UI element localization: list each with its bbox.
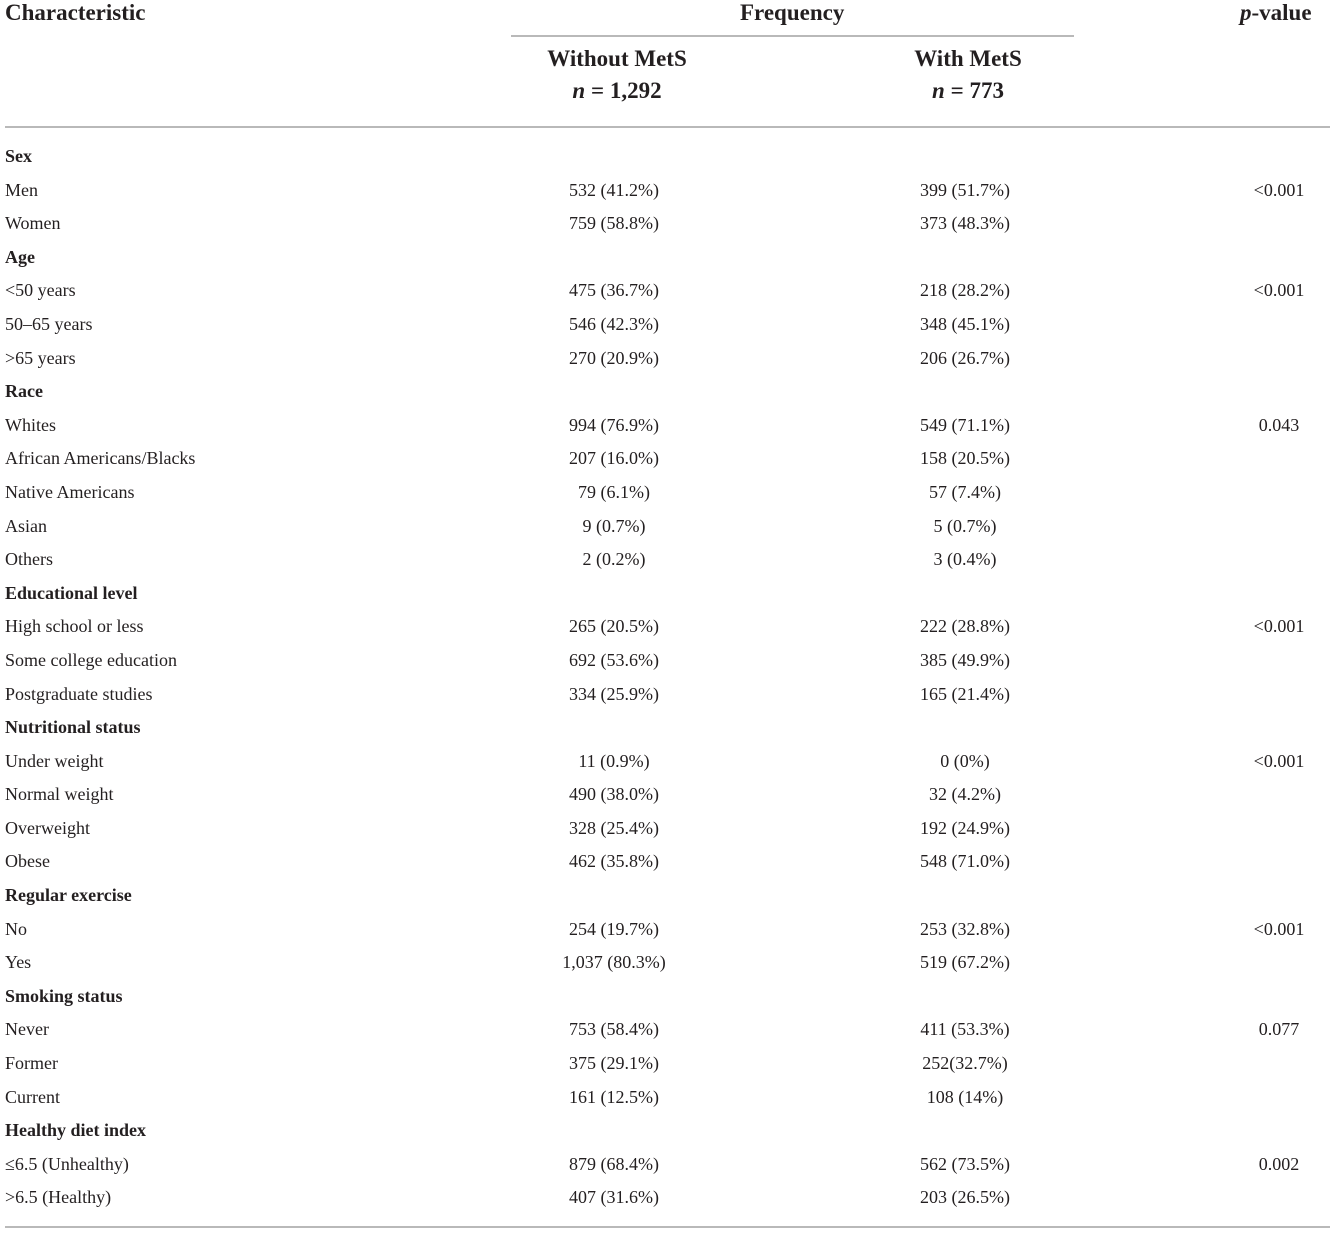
p-value: <0.001 xyxy=(1253,750,1305,771)
with-mets-value: 203 (26.5%) xyxy=(920,1187,1010,1208)
table-row xyxy=(0,812,1335,846)
p-value: 0.043 xyxy=(1258,414,1300,435)
without-mets-value: 462 (35.8%) xyxy=(569,851,659,872)
table-row xyxy=(0,610,1335,644)
with-mets-n xyxy=(837,78,1099,104)
row-label: Smoking status xyxy=(5,985,123,1006)
with-mets-value: 158 (20.5%) xyxy=(920,448,1010,469)
table-row xyxy=(0,644,1335,678)
with-mets-value: 0 (0%) xyxy=(940,750,990,771)
row-label: >65 years xyxy=(5,347,76,368)
table-row xyxy=(0,1081,1335,1115)
without-mets-value: 9 (0.7%) xyxy=(582,515,646,536)
table-row xyxy=(0,1181,1335,1215)
section-row xyxy=(0,140,1335,174)
with-mets-value: 385 (49.9%) xyxy=(920,649,1010,670)
table-body xyxy=(0,140,1335,1215)
section-row xyxy=(0,980,1335,1014)
without-mets-value: 407 (31.6%) xyxy=(569,1187,659,1208)
with-mets-value: 548 (71.0%) xyxy=(920,851,1010,872)
table-row xyxy=(0,678,1335,712)
header-frequency: Frequency xyxy=(740,0,845,25)
with-mets-value: 348 (45.1%) xyxy=(920,313,1010,334)
table-row xyxy=(0,946,1335,980)
table-row xyxy=(0,778,1335,812)
without-mets-value: 375 (29.1%) xyxy=(569,1053,659,1074)
without-mets-value: 1,037 (80.3%) xyxy=(562,952,666,973)
table-row xyxy=(0,1013,1335,1047)
row-label: Postgraduate studies xyxy=(5,683,153,704)
section-row xyxy=(0,375,1335,409)
header-with-mets xyxy=(837,46,1099,104)
row-label: African Americans/Blacks xyxy=(5,448,196,469)
table-row xyxy=(0,543,1335,577)
p-value: <0.001 xyxy=(1253,616,1305,637)
row-label: Nutritional status xyxy=(5,717,141,738)
without-mets-value: 753 (58.4%) xyxy=(569,1019,659,1040)
with-mets-value: 3 (0.4%) xyxy=(933,549,997,570)
row-label: Native Americans xyxy=(5,481,135,502)
table-row xyxy=(0,442,1335,476)
without-mets-value: 692 (53.6%) xyxy=(569,649,659,670)
row-label: Some college education xyxy=(5,649,177,670)
table-row xyxy=(0,510,1335,544)
without-mets-value: 79 (6.1%) xyxy=(578,481,650,502)
without-mets-value: 270 (20.9%) xyxy=(569,347,659,368)
row-label: Women xyxy=(5,213,61,234)
row-label: >6.5 (Healthy) xyxy=(5,1187,112,1208)
without-mets-value: 994 (76.9%) xyxy=(569,414,659,435)
table-row xyxy=(0,308,1335,342)
row-label: Men xyxy=(5,179,38,200)
header-without-mets xyxy=(486,46,748,104)
table-row xyxy=(0,913,1335,947)
row-label: Obese xyxy=(5,851,50,872)
row-label: Regular exercise xyxy=(5,885,132,906)
with-mets-value: 165 (21.4%) xyxy=(920,683,1010,704)
row-label: Whites xyxy=(5,414,56,435)
section-row xyxy=(0,241,1335,275)
with-n-value: = 773 xyxy=(944,78,1004,103)
with-mets-value: 519 (67.2%) xyxy=(920,952,1010,973)
with-mets-label: With MetS xyxy=(914,46,1022,71)
row-label: Sex xyxy=(5,146,32,166)
row-label: Asian xyxy=(5,515,47,536)
row-label: Age xyxy=(5,246,35,267)
row-label: High school or less xyxy=(5,616,144,637)
p-value: 0.077 xyxy=(1258,1019,1300,1040)
without-mets-value: 490 (38.0%) xyxy=(569,784,659,805)
header-p-value xyxy=(1240,0,1312,26)
table-row xyxy=(0,745,1335,779)
with-mets-value: 549 (71.1%) xyxy=(920,414,1010,435)
header-bottom-rule xyxy=(5,126,1330,128)
without-mets-n xyxy=(486,78,748,104)
with-mets-value: 562 (73.5%) xyxy=(920,1153,1010,1174)
n-italic: n xyxy=(572,78,586,103)
table-row xyxy=(0,1047,1335,1081)
row-label: Educational level xyxy=(5,582,138,603)
without-mets-value: 2 (0.2%) xyxy=(582,549,646,570)
table-row xyxy=(0,342,1335,376)
table-bottom-rule xyxy=(5,1226,1330,1228)
frequency-underline xyxy=(511,35,1074,37)
n-italic: n xyxy=(932,78,945,103)
without-mets-value: 11 (0.9%) xyxy=(578,750,650,771)
with-mets-value: 222 (28.8%) xyxy=(920,616,1010,637)
section-row xyxy=(0,711,1335,745)
row-label: Current xyxy=(5,1086,60,1107)
without-mets-value: 254 (19.7%) xyxy=(569,918,659,939)
table-row xyxy=(0,845,1335,879)
with-mets-value: 108 (14%) xyxy=(926,1086,1004,1107)
section-row xyxy=(0,1114,1335,1148)
with-mets-value: 253 (32.8%) xyxy=(920,918,1010,939)
row-label: Healthy diet index xyxy=(5,1120,147,1141)
without-mets-value: 546 (42.3%) xyxy=(569,313,659,334)
without-mets-value: 334 (25.9%) xyxy=(569,683,659,704)
p-value: <0.001 xyxy=(1253,280,1305,301)
row-label: Others xyxy=(5,549,53,570)
p-value: <0.001 xyxy=(1253,918,1305,939)
with-mets-value: 399 (51.7%) xyxy=(920,179,1010,200)
row-label: Former xyxy=(5,1053,58,1074)
without-mets-value: 759 (58.8%) xyxy=(569,213,659,234)
row-label: Normal weight xyxy=(5,784,114,805)
with-mets-value: 373 (48.3%) xyxy=(920,213,1010,234)
table-row xyxy=(0,409,1335,443)
header-characteristic: Characteristic xyxy=(5,0,146,25)
with-mets-value: 218 (28.2%) xyxy=(920,280,1010,301)
row-label: Race xyxy=(5,381,43,402)
row-label: No xyxy=(5,918,27,939)
with-mets-value: 192 (24.9%) xyxy=(920,817,1010,838)
with-mets-value: 5 (0.7%) xyxy=(933,515,997,536)
with-mets-value: 32 (4.2%) xyxy=(929,784,1001,805)
table-row xyxy=(0,174,1335,208)
without-mets-value: 879 (68.4%) xyxy=(569,1153,659,1174)
p-value: 0.002 xyxy=(1258,1153,1300,1174)
with-mets-value: 252(32.7%) xyxy=(922,1053,1008,1074)
table-row xyxy=(0,476,1335,510)
row-label: Yes xyxy=(5,952,32,973)
without-mets-value: 161 (12.5%) xyxy=(569,1086,659,1107)
table-row xyxy=(0,274,1335,308)
table-row xyxy=(0,207,1335,241)
without-n-value: = 1,292 xyxy=(585,78,662,103)
p-value-suffix: -value xyxy=(1251,0,1312,25)
row-label: Overweight xyxy=(5,817,90,838)
row-label: 50–65 years xyxy=(5,313,93,334)
section-row xyxy=(0,879,1335,913)
row-label: Never xyxy=(5,1019,49,1040)
with-mets-value: 206 (26.7%) xyxy=(920,347,1010,368)
row-label: Under weight xyxy=(5,750,104,771)
without-mets-value: 207 (16.0%) xyxy=(569,448,659,469)
row-label: <50 years xyxy=(5,280,76,301)
row-label: ≤6.5 (Unhealthy) xyxy=(5,1153,129,1174)
without-mets-value: 532 (41.2%) xyxy=(569,179,659,200)
with-mets-value: 411 (53.3%) xyxy=(920,1019,1010,1040)
p-value: <0.001 xyxy=(1253,179,1305,200)
table-row xyxy=(0,1148,1335,1182)
without-mets-value: 265 (20.5%) xyxy=(569,616,659,637)
without-mets-value: 475 (36.7%) xyxy=(569,280,659,301)
section-row xyxy=(0,577,1335,611)
with-mets-value: 57 (7.4%) xyxy=(929,481,1001,502)
p-italic: p xyxy=(1240,0,1252,25)
without-mets-label: Without MetS xyxy=(547,46,687,71)
without-mets-value: 328 (25.4%) xyxy=(569,817,659,838)
